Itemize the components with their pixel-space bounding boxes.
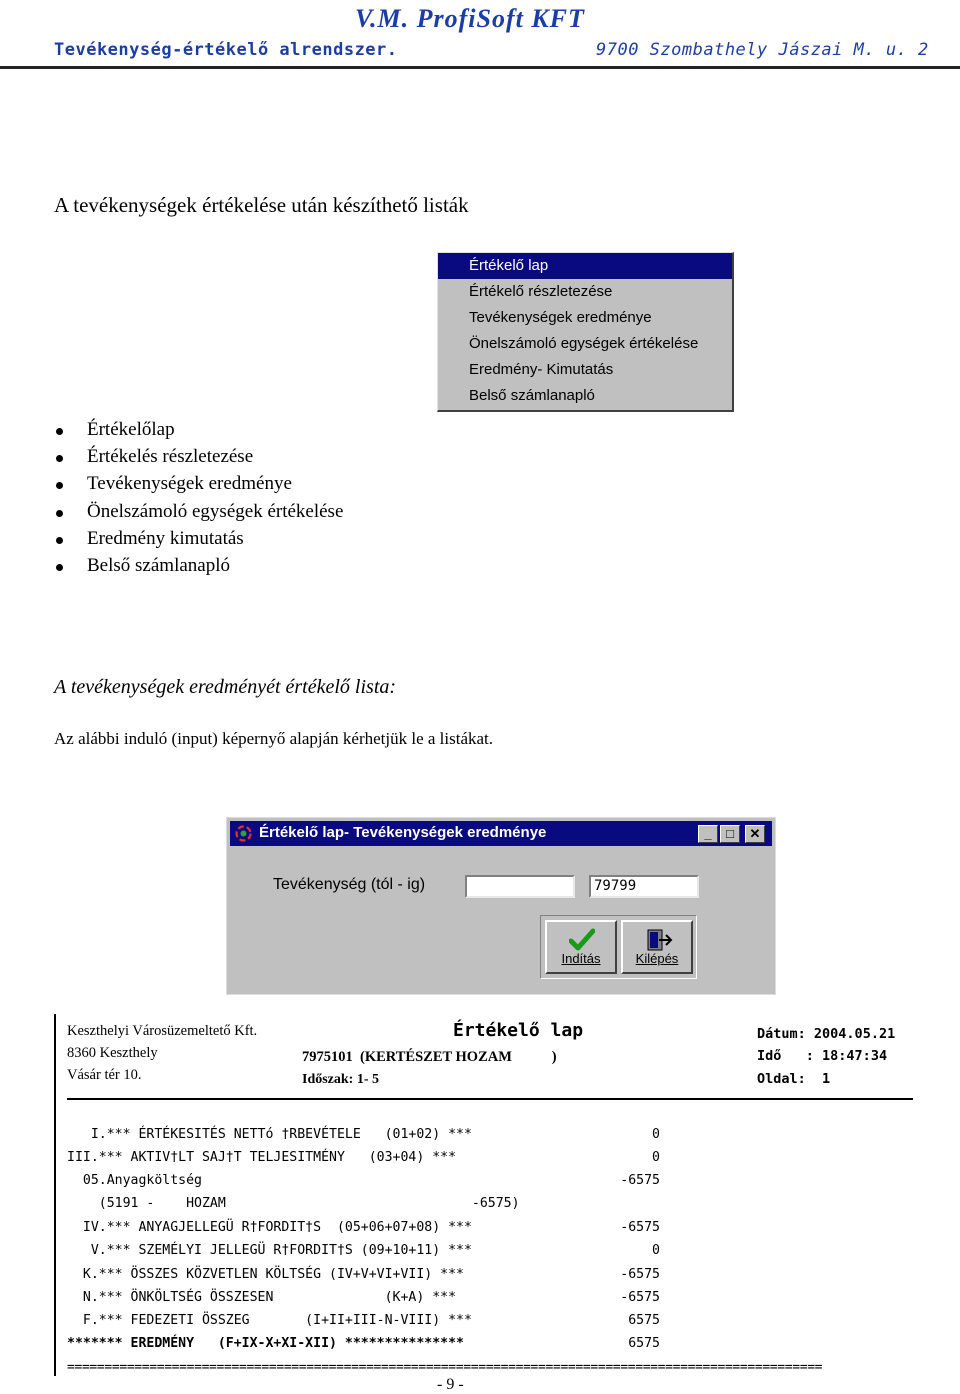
section-description: Az alábbi induló (input) képernyő alapján kérhetjük le a listákat. — [54, 729, 494, 748]
page-label: Oldal: — [757, 1071, 806, 1087]
report-line-value: 0 — [652, 1150, 660, 1165]
report-period: Időszak: 1- 5 — [302, 1072, 380, 1087]
report-company-block — [67, 1020, 257, 1086]
list-item: Értékelőlap — [54, 416, 343, 443]
report-line: III.*** AKTIV†LT SAJ†T TELJESITMÉNY (03+04) *** — [67, 1150, 457, 1165]
subsystem-name: Tevékenység-értékelő alrendszer. — [54, 40, 398, 60]
report-bottom-rule: ===================================================================================================== — [67, 1360, 823, 1375]
report-line: (5191 - HOZAM -6575) — [67, 1196, 520, 1211]
report-cost-center: 7975101 (KERTÉSZET HOZAM ) — [302, 1049, 557, 1065]
checkmark-icon — [569, 928, 595, 952]
start-button[interactable] — [545, 920, 617, 974]
report-date-row — [757, 1026, 895, 1042]
report-page-row — [757, 1071, 830, 1087]
list-item: Tevékenységek eredménye — [54, 470, 343, 497]
report-line-value: -6575 — [620, 1220, 660, 1235]
menu-item-tevekenysegek-eredmenye[interactable]: Tevékenységek eredménye — [469, 309, 652, 326]
menu-item-belso-szamlanaplo[interactable]: Belső számlanapló — [469, 387, 595, 404]
menu-item-onelszamolo-egysegek[interactable]: Önelszámoló egységek értékelése — [469, 335, 699, 352]
activity-from-input[interactable] — [465, 875, 575, 898]
report-line: V.*** SZEMÉLYI JELLEGÜ R†FORDIT†S (09+10+11) *** — [67, 1243, 472, 1258]
company-address: 9700 Szombathely Jászai M. u. 2 — [596, 40, 929, 60]
list-item: Belső számlanapló — [54, 552, 343, 579]
list-item: Önelszámoló egységek értékelése — [54, 498, 343, 525]
report-line-value: 0 — [652, 1127, 660, 1142]
dialog-title: Értékelő lap- Tevékenységek eredménye — [259, 824, 547, 841]
company-name: V.M. ProfiSoft KFT — [355, 4, 585, 33]
time-label: Idő : — [757, 1048, 814, 1064]
activity-to-input[interactable]: 79799 — [589, 875, 699, 898]
date-label: Dátum: — [757, 1026, 806, 1042]
report-company-street: Vásár tér 10. — [67, 1067, 142, 1083]
report-list — [54, 416, 343, 579]
report-result-value: 6575 — [628, 1336, 660, 1351]
report-time-row — [757, 1048, 887, 1064]
header-divider — [0, 66, 960, 69]
report-line-value: -6575 — [620, 1173, 660, 1188]
report-company-name: Keszthelyi Városüzemeltető Kft. — [67, 1023, 258, 1039]
menu-item-ertekelo-reszletezese[interactable]: Értékelő részletezése — [469, 283, 613, 300]
report-left-border — [54, 1014, 56, 1376]
report-line: K.*** ÖSSZES KÖZVETLEN KÖLTSÉG (IV+V+VI+VII) *** — [67, 1267, 464, 1282]
report-company-city: 8360 Keszthely — [67, 1045, 158, 1061]
button-group — [540, 915, 697, 979]
report-line: 05.Anyagköltség — [67, 1173, 202, 1188]
report-printout — [54, 1014, 924, 1384]
page-value: 1 — [822, 1071, 831, 1087]
report-line-value: -6575 — [620, 1290, 660, 1305]
report-title: Értékelő lap — [453, 1020, 584, 1041]
report-line: IV.*** ANYAGJELLEGÜ R†FORDIT†S (05+06+07+08) *** — [67, 1220, 472, 1235]
report-line-value: 0 — [652, 1243, 660, 1258]
close-button[interactable]: ✕ — [745, 825, 765, 843]
list-menu — [437, 252, 734, 412]
report-line-value: 6575 — [628, 1313, 660, 1328]
exit-button-label: Kilépés — [635, 951, 679, 966]
menu-item-eredmeny-kimutatas[interactable]: Eredmény- Kimutatás — [469, 361, 614, 378]
report-line: N.*** ÖNKÖLTSÉG ÖSSZESEN (K+A) *** — [67, 1290, 457, 1305]
list-item: Eredmény kimutatás — [54, 525, 343, 552]
main-heading: A tevékenységek értékelése után készíthető listák — [54, 193, 469, 217]
app-icon — [235, 825, 252, 842]
section-title: A tevékenységek eredményét értékelő lista: — [54, 676, 397, 698]
list-item: Értékelés részletezése — [54, 443, 343, 470]
activity-range-label: Tevékenység (tól - ig) — [273, 876, 426, 893]
report-line-value: -6575 — [620, 1267, 660, 1282]
start-button-label: Indítás — [561, 951, 601, 966]
report-result-line: ******* EREDMÉNY (F+IX-X+XI-XII) *************** — [67, 1336, 464, 1351]
report-header-rule — [67, 1098, 913, 1100]
minimize-button[interactable]: _ — [698, 825, 718, 843]
report-line: I.*** ÉRTÉKESITÉS NETTó †RBEVÉTELE (01+02) *** — [67, 1127, 472, 1142]
date-value: 2004.05.21 — [813, 1026, 896, 1042]
dialog-titlebar[interactable] — [230, 821, 772, 846]
menu-item-ertekelo-lap[interactable]: Értékelő lap — [438, 253, 732, 279]
page-number: - 9 - — [437, 1376, 464, 1393]
time-value: 18:47:34 — [822, 1048, 888, 1064]
maximize-button[interactable]: □ — [720, 825, 740, 843]
exit-button[interactable] — [621, 920, 693, 974]
input-dialog — [226, 817, 776, 995]
report-line: F.*** FEDEZETI ÖSSZEG (I+II+III-N-VIII) *** — [67, 1313, 472, 1328]
